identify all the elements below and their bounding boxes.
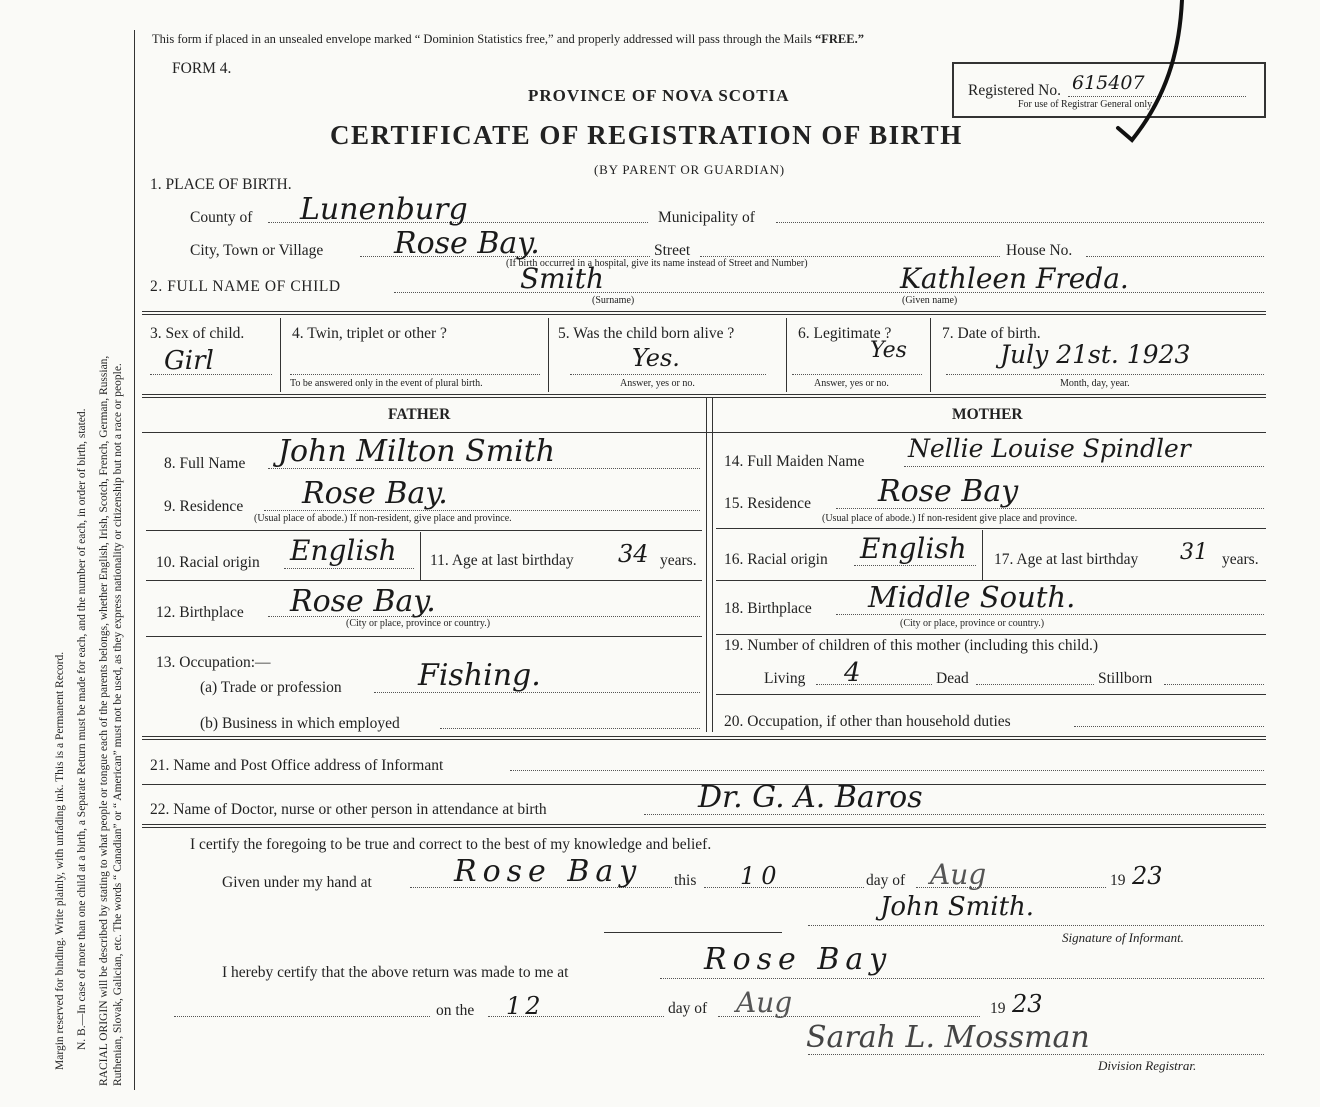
mother-name-line	[904, 466, 1264, 467]
sex-value: Girl	[164, 346, 214, 376]
mother-occupation-line	[1074, 726, 1264, 727]
father-birthplace-label: 12. Birthplace	[156, 604, 244, 621]
sex-label: 3. Sex of child.	[150, 325, 245, 342]
mother-age-unit: years.	[1222, 551, 1259, 568]
col-divider-5-6	[786, 318, 787, 392]
reg-year-prefix: 19	[990, 1000, 1006, 1017]
alive-value: Yes.	[632, 344, 680, 372]
mother-residence-value: Rose Bay	[878, 474, 1019, 509]
father-residence-value: Rose Bay.	[302, 476, 448, 511]
alive-line	[570, 374, 766, 375]
registrar-checkmark	[1110, 0, 1190, 150]
margin-note-racial-origin: RACIAL ORIGIN will be described by stating to what people or tongue each of the parents belongs, whether English, Irish, Scotch, French, German, Russian,	[98, 355, 110, 1086]
father-business-line	[440, 728, 700, 729]
street-line	[700, 256, 1000, 257]
page-title: CERTIFICATE OF REGISTRATION OF BIRTH	[330, 120, 963, 150]
registrar-place-line	[660, 978, 1264, 979]
certify-text: I certify the foregoing to be true and correct to the best of my knowledge and belief.	[190, 836, 712, 853]
father-rule-1	[146, 530, 702, 531]
form-number: FORM 4.	[172, 60, 232, 77]
hospital-note: (If birth occurred in a hospital, give its name instead of Street and Number)	[506, 258, 808, 269]
reg-year-value: 23	[1012, 990, 1043, 1018]
living-label: Living	[764, 670, 806, 687]
father-residence-label: 9. Residence	[164, 498, 244, 515]
parents-divider	[706, 398, 707, 732]
municipality-label: Municipality of	[658, 209, 755, 226]
mother-residence-caption: (Usual place of abode.) If non-resident give place and province.	[822, 513, 1078, 524]
divider-3	[142, 736, 1266, 740]
father-heading: FATHER	[388, 406, 451, 423]
alive-caption: Answer, yes or no.	[620, 378, 695, 389]
page-subtitle: (BY PARENT OR GUARDIAN)	[594, 162, 785, 177]
binding-margin-line	[134, 30, 135, 1090]
col-divider-3-4	[280, 318, 281, 392]
mail-notice: This form if placed in an unsealed envelope marked “ Dominion Statistics free,” and properly addressed will pass through the Mails “FREE.”	[152, 32, 864, 46]
registrar-place-value: Rose Bay	[704, 942, 893, 977]
child-given-name: Kathleen Freda.	[900, 262, 1129, 295]
doctor-label: 22. Name of Doctor, nurse or other person in attendance at birth	[150, 801, 547, 818]
given-caption: (Given name)	[902, 295, 958, 306]
doctor-value: Dr. G. A. Baros	[698, 780, 923, 815]
divider-1	[142, 311, 1266, 315]
father-rule-2	[146, 580, 702, 581]
mother-age-value: 31	[1180, 540, 1208, 565]
father-race-age-divider	[420, 532, 421, 580]
signature-short-rule	[604, 932, 782, 933]
father-race-line	[284, 568, 414, 569]
child-name-label: 2. FULL NAME OF CHILD	[150, 278, 341, 295]
mother-children-label: 19. Number of children of this mother (including this child.)	[724, 637, 1099, 654]
dead-line	[976, 684, 1094, 685]
mother-occupation-label: 20. Occupation, if other than household duties	[724, 713, 1011, 730]
legitimate-caption: Answer, yes or no.	[814, 378, 889, 389]
this-label: this	[674, 872, 697, 889]
legitimate-value: Yes	[870, 338, 907, 363]
legitimate-line	[792, 374, 922, 375]
place-of-birth-label: 1. PLACE OF BIRTH.	[150, 176, 292, 193]
municipality-line	[776, 222, 1264, 223]
dead-label: Dead	[936, 670, 969, 687]
dob-value: July 21st. 1923	[1000, 340, 1191, 369]
child-surname: Smith	[520, 262, 604, 295]
legitimate-label: 6. Legitimate ?	[798, 325, 892, 342]
father-business-label: (b) Business in which employed	[200, 715, 400, 732]
informant-label: 21. Name and Post Office address of Informant	[150, 757, 444, 774]
margin-note-plural-birth: N. B.—In case of more than one child at a birth, a Separate Return must be made for each, and the number of each, in order of birth, stated.	[76, 408, 88, 1050]
mother-birthplace-label: 18. Birthplace	[724, 600, 812, 617]
registered-label: Registered No.	[968, 82, 1061, 99]
signature-caption: Signature of Informant.	[1062, 930, 1184, 945]
living-value: 4	[844, 658, 861, 688]
father-name-value: John Milton Smith	[278, 434, 556, 469]
reg-month-value: Aug	[736, 986, 793, 1019]
mother-race-label: 16. Racial origin	[724, 551, 828, 568]
given-label: Given under my hand at	[222, 874, 372, 891]
stillborn-line	[1164, 684, 1264, 685]
registrar-caption: Division Registrar.	[1098, 1058, 1197, 1073]
twin-label: 4. Twin, triplet or other ?	[292, 325, 447, 342]
registered-number: 615407	[1072, 72, 1145, 94]
living-line	[816, 684, 932, 685]
mother-race-value: English	[860, 532, 967, 565]
house-label: House No.	[1006, 242, 1073, 259]
parents-heading-rule	[142, 432, 1266, 433]
col-divider-4-5	[548, 318, 549, 392]
twin-line	[290, 374, 540, 375]
mother-birthplace-caption: (City or place, province or country.)	[900, 618, 1045, 629]
divider-4	[142, 824, 1266, 828]
reg-day-of-label: day of	[668, 1000, 708, 1017]
father-age-unit: years.	[660, 552, 697, 569]
father-name-label: 8. Full Name	[164, 455, 246, 472]
mother-heading: MOTHER	[952, 406, 1023, 423]
father-age-value: 34	[618, 540, 649, 568]
father-age-label: 11. Age at last birthday	[430, 552, 574, 569]
on-the-left-line	[174, 1016, 430, 1017]
mother-residence-label: 15. Residence	[724, 495, 811, 512]
mother-age-label: 17. Age at last birthday	[994, 551, 1139, 568]
registrar-signature: Sarah L. Mossman	[806, 1020, 1090, 1055]
margin-note-racial-origin-cont: Ruthenian, Slovak, Galician, etc. The words “ Canadian” or “ American” must not be used, as they express nationality or citizenship but not a race or people.	[112, 363, 124, 1086]
informant-line	[510, 770, 1264, 771]
sex-line	[150, 374, 272, 375]
informant-signature-line	[808, 925, 1264, 926]
province-heading: PROVINCE OF NOVA SCOTIA	[528, 86, 790, 105]
month-value: Aug	[930, 858, 987, 891]
surname-caption: (Surname)	[592, 295, 635, 306]
mother-birthplace-line	[836, 614, 1264, 615]
mother-rule-1	[716, 528, 1266, 529]
father-trade-value: Fishing.	[418, 658, 541, 693]
father-occupation-label: 13. Occupation:—	[156, 654, 271, 671]
informant-signature: John Smith.	[880, 892, 1035, 922]
alive-label: 5. Was the child born alive ?	[558, 325, 735, 342]
father-residence-caption: (Usual place of abode.) If non-resident, give place and province.	[254, 513, 512, 524]
city-value: Rose Bay.	[394, 226, 540, 261]
day-value: 10	[740, 862, 783, 890]
col-divider-6-7	[930, 318, 931, 392]
mother-name-value: Nellie Louise Spindler	[908, 434, 1191, 463]
mother-race-line	[854, 565, 976, 566]
registrar-text: I hereby certify that the above return was made to me at	[222, 964, 569, 981]
stillborn-label: Stillborn	[1098, 670, 1153, 687]
parents-divider-2	[712, 398, 713, 732]
mother-rule-3	[716, 634, 1266, 635]
day-line	[704, 887, 864, 888]
margin-note-binding: Margin reserved for binding. Write plainly, with unfading ink. This is a Permanent Record.	[54, 651, 66, 1070]
father-birthplace-caption: (City or place, province or country.)	[346, 618, 491, 629]
county-value: Lunenburg	[300, 192, 468, 227]
street-label: Street	[654, 242, 691, 259]
year-value: 23	[1132, 862, 1163, 890]
dob-caption: Month, day, year.	[1060, 378, 1130, 389]
father-trade-label: (a) Trade or profession	[200, 679, 342, 696]
city-label: City, Town or Village	[190, 242, 324, 259]
mother-rule-4	[716, 694, 1266, 695]
dob-label: 7. Date of birth.	[942, 325, 1041, 342]
reg-day-value: 12	[506, 992, 545, 1020]
dob-line	[946, 374, 1264, 375]
twin-caption: To be answered only in the event of plural birth.	[290, 378, 483, 389]
registrar-note: For use of Registrar General only.	[1018, 99, 1154, 110]
father-rule-3	[146, 636, 702, 637]
father-race-label: 10. Racial origin	[156, 554, 260, 571]
county-label: County of	[190, 209, 253, 226]
mother-race-age-divider	[982, 530, 983, 580]
house-line	[1086, 256, 1264, 257]
mother-birthplace-value: Middle South.	[868, 580, 1076, 614]
mother-name-label: 14. Full Maiden Name	[724, 453, 865, 470]
father-race-value: English	[290, 534, 397, 567]
given-place-value: Rose Bay	[454, 854, 643, 889]
father-birthplace-value: Rose Bay.	[290, 584, 436, 619]
day-of-label: day of	[866, 872, 906, 889]
year-prefix: 19	[1110, 872, 1126, 889]
on-the-label: on the	[436, 1002, 475, 1019]
divider-2	[142, 394, 1266, 398]
